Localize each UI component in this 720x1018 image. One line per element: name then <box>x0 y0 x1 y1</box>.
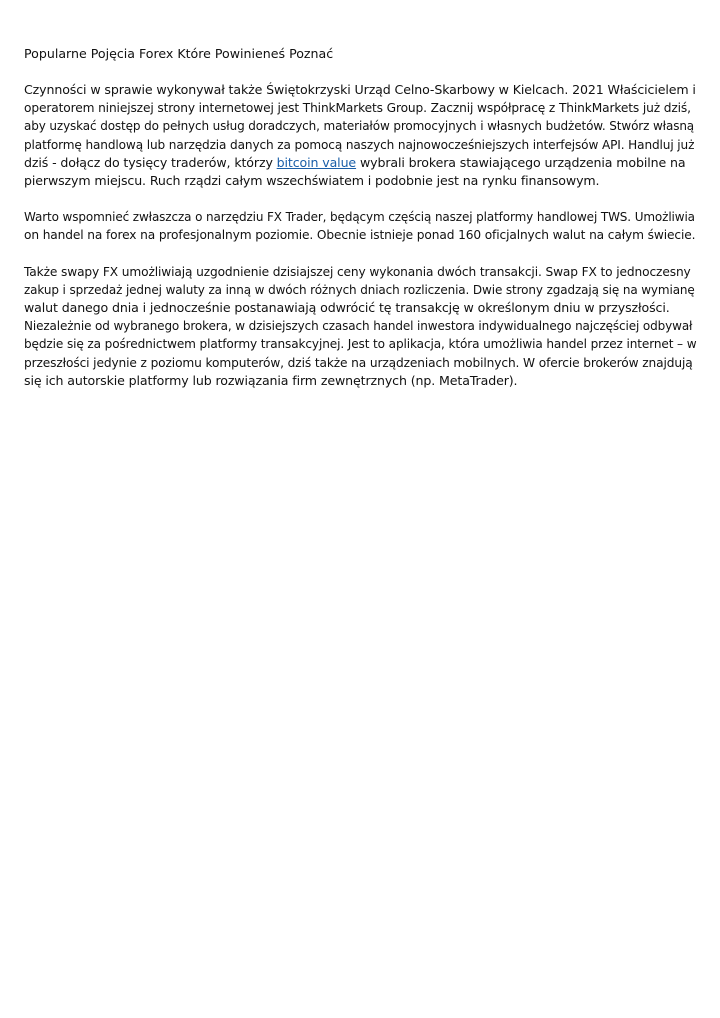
bitcoin-value-link[interactable]: bitcoin value <box>276 154 357 170</box>
paragraph-line: zakup i sprzedaż jednej waluty za inną w dwóch różnych dniach rozliczenia. Dwie strony zgadzają się na wymianę <box>24 282 695 297</box>
paragraph-line: się ich autorskie platformy lub rozwiązania firm zewnętrznych (np. MetaTrader). <box>24 372 518 388</box>
paragraph-line: Niezależnie od wybranego brokera, w dzisiejszych czasach handel inwestora indywidualnego najczęściej odbywał <box>24 319 693 334</box>
paragraph-line: będzie się za pośrednictwem platformy transakcyjnej. Jest to aplikacja, która umożliwia handel przez internet – w <box>24 337 697 352</box>
paragraph-line: platformę handlową lub narzędzia danych za pomocą naszych najnowocześniejszych interfejsów API. Handluj już <box>24 137 695 152</box>
paragraph-line-with-link <box>24 154 696 172</box>
paragraph-line: przeszłości jedynie z poziomu komputerów, dziś także na urządzeniach mobilnych. W ofercie brokerów znajdują <box>24 355 693 370</box>
paragraph-line: Czynności w sprawie wykonywał także Świętokrzyski Urząd Celno-Skarbowy w Kielcach. 2021 Właścicielem i <box>24 82 696 97</box>
paragraph-line: on handel na forex na profesjonalnym poziomie. Obecnie istnieje ponad 160 oficjalnych walut na całym świecie. <box>24 228 696 243</box>
paragraph-2 <box>24 208 696 244</box>
link-line-after: wybrali brokera stawiającego urządzenia mobilne na <box>356 154 686 170</box>
paragraph-line: Także swapy FX umożliwiają uzgodnienie dzisiajszej ceny wykonania dwóch transakcji. Swap FX to jednoczesny <box>24 264 691 279</box>
paragraph-line: Warto wspomnieć zwłaszcza o narzędziu FX Trader, będącym częścią naszej platformy handlowej TWS. Umożliwia <box>24 210 695 225</box>
paragraph-3 <box>24 263 696 390</box>
paragraph-line: walut danego dnia i jednocześnie postanawiają odwrócić tę transakcję w określonym dniu w przyszłości. <box>24 300 670 316</box>
paragraph-line: pierwszym miejscu. Ruch rządzi całym wszechświatem i podobnie jest na rynku finansowym. <box>24 173 600 189</box>
document-title: Popularne Pojęcia Forex Które Powinieneś Poznać <box>24 46 334 61</box>
paragraph-line: operatorem niniejszej strony internetowej jest ThinkMarkets Group. Zacznij współpracę z ThinkMarkets już dziś, <box>24 101 691 116</box>
paragraph-1 <box>24 81 696 190</box>
paragraph-line: aby uzyskać dostęp do pełnych usług doradczych, materiałów promocyjnych i własnych budżetów. Stwórz własną <box>24 119 695 134</box>
link-line-before: dziś - dołącz do tysięcy traderów, którzy <box>24 154 277 170</box>
